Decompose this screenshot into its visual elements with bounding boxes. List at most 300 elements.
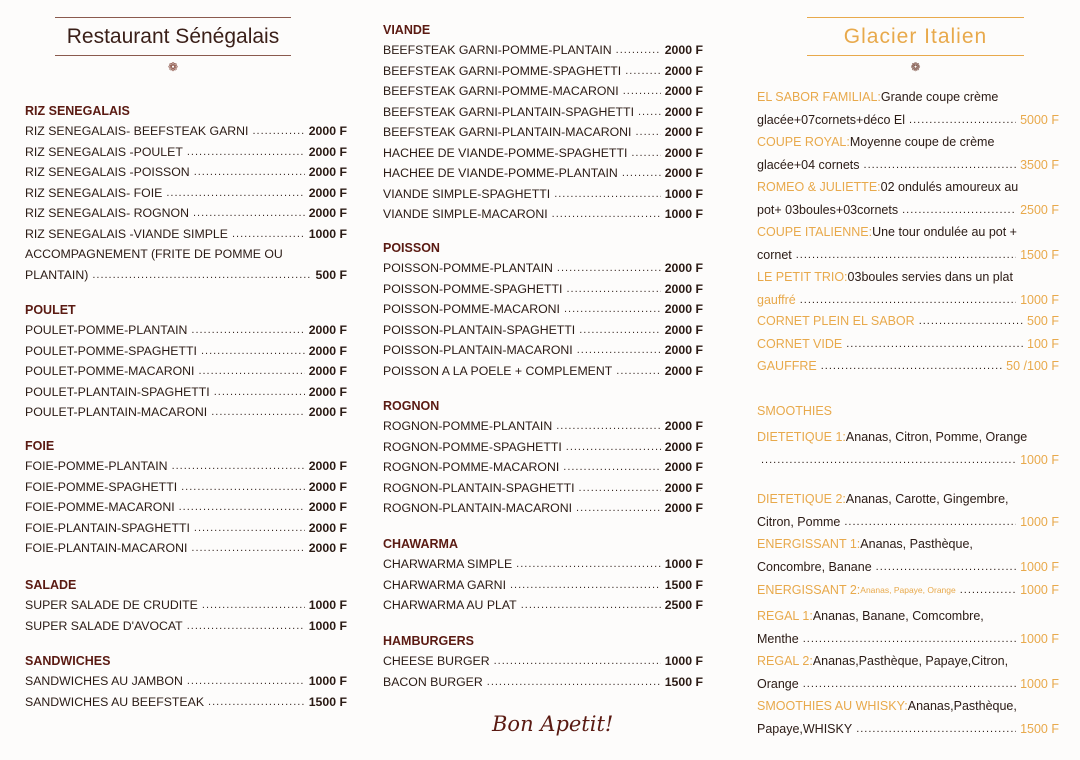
- leader-dots: [803, 673, 1016, 696]
- entry-line: [757, 333, 1059, 356]
- entry-price: 1000 F: [1020, 452, 1059, 467]
- entry-price: 100 F: [1027, 337, 1059, 351]
- glacier-entry: [757, 533, 1059, 578]
- item-name: RIZ SENEGALAIS- BEEFSTEAK GARNI: [25, 124, 249, 138]
- entry-text: Ananas,Pasthèque, Papaye,Citron,: [812, 654, 1009, 668]
- item-name: ROGNON-POMME-PLANTAIN: [383, 419, 553, 433]
- leader-dots: [577, 340, 661, 361]
- entry-line: [757, 449, 1059, 472]
- menu-item: [25, 402, 347, 423]
- glacier-entry: [757, 221, 1059, 266]
- entry-line: [757, 605, 1059, 628]
- menu-section: [25, 436, 347, 559]
- entry-line: [757, 221, 1059, 244]
- glacier-entry: [757, 355, 1059, 378]
- item-name: SUPER SALADE DE CRUDITE: [25, 598, 198, 612]
- section-title: RIZ SENEGALAIS: [25, 104, 130, 118]
- item-name: POISSON-PLANTAIN-SPAGHETTI: [383, 322, 576, 337]
- item-name: ROGNON-POMME-MACARONI: [383, 460, 560, 474]
- leader-dots: [554, 184, 661, 205]
- item-name: BEEFSTEAK GARNI-POMME-MACARONI: [383, 84, 619, 98]
- item-price: 2000 F: [664, 501, 703, 515]
- leader-dots: [803, 628, 1016, 651]
- header-rule: [807, 55, 1024, 56]
- item-price: 2000 F: [664, 261, 703, 275]
- item-price: 2000 F: [308, 144, 347, 159]
- leader-dots: [919, 310, 1023, 333]
- menu-item: [383, 340, 703, 361]
- leader-dots: [625, 61, 660, 82]
- item-name: BEEFSTEAK GARNI-POMME-SPAGHETTI: [383, 63, 622, 78]
- item-name: ROGNON-PLANTAIN-MACARONI: [383, 501, 573, 515]
- item-name: POULET-POMME-PLANTAIN: [25, 323, 188, 337]
- entry-line: [757, 718, 1059, 741]
- glacier-entry: [757, 266, 1059, 311]
- glacier-entry: [757, 86, 1059, 131]
- item-price: 2000 F: [308, 520, 347, 535]
- entry-line: [757, 289, 1059, 312]
- leader-dots: [566, 279, 660, 300]
- item-price: 1000 F: [664, 207, 703, 221]
- menu-item: [383, 143, 703, 164]
- item-name: SUPER SALADE D'AVOCAT: [25, 618, 183, 633]
- item-name: FOIE-PLANTAIN-SPAGHETTI: [25, 520, 190, 535]
- entry-line: [757, 426, 1059, 449]
- item-name: VIANDE SIMPLE-SPAGHETTI: [383, 186, 551, 201]
- item-price: 2000 F: [308, 343, 347, 358]
- leader-dots: [556, 416, 661, 437]
- menu-item: [25, 497, 347, 518]
- section-title: POULET: [25, 303, 76, 317]
- menu-item: [25, 121, 347, 142]
- glacier-title: Glacier Italien: [843, 25, 988, 48]
- entry-text: Grande coupe crème: [880, 90, 999, 104]
- entry-price: 1000 F: [1020, 514, 1059, 529]
- leader-dots: [566, 437, 661, 458]
- leader-dots: [194, 162, 305, 183]
- item-name: RIZ SENEGALAIS- FOIE: [25, 185, 163, 200]
- item-name: POULET-PLANTAIN-SPAGHETTI: [25, 384, 210, 399]
- leader-dots: [193, 203, 305, 224]
- menu-item: [383, 122, 703, 143]
- item-name: CHARWARMA SIMPLE: [383, 557, 513, 571]
- entry-key: COUPE ROYAL:: [757, 135, 850, 149]
- leader-dots: [252, 121, 304, 142]
- item-name: POULET-POMME-SPAGHETTI: [25, 343, 197, 358]
- entry-text: 03boules servies dans un plat: [847, 270, 1013, 284]
- item-name: PLANTAIN): [25, 267, 89, 282]
- item-name: BACON BURGER: [383, 674, 483, 689]
- entry-line: [757, 533, 1059, 556]
- leader-dots: [194, 518, 305, 539]
- item-price: 2000 F: [308, 384, 347, 399]
- item-price: 2000 F: [308, 165, 347, 179]
- menu-item: [25, 265, 347, 286]
- entry-line: [757, 579, 1059, 602]
- menu-item: [383, 416, 703, 437]
- menu-item: [383, 163, 703, 184]
- entry-key: ENERGISSANT 2:: [757, 583, 861, 597]
- menu-item: [383, 102, 703, 123]
- menu-section: [383, 396, 703, 519]
- leader-dots: [623, 81, 661, 102]
- leader-dots: [494, 651, 661, 672]
- entry-text: 02 ondulés amoureux au: [880, 180, 1019, 194]
- leader-dots: [635, 122, 660, 143]
- item-price: 2000 F: [308, 323, 347, 337]
- item-name: POISSON-POMME-PLANTAIN: [383, 261, 553, 275]
- menu-item: [25, 616, 347, 637]
- item-price: 2000 F: [308, 500, 347, 514]
- entry-key: ROMEO & JULIETTE:: [757, 180, 881, 194]
- item-price: 2000 F: [308, 459, 347, 473]
- smoothies-title: SMOOTHIES: [757, 404, 833, 418]
- glacier-entry: [757, 650, 1059, 695]
- menu-section: [25, 101, 347, 285]
- leader-dots: [638, 102, 661, 123]
- glacier-entry: [757, 333, 1059, 356]
- item-price: 2000 F: [664, 322, 703, 337]
- entry-key: EL SABOR FAMILIAL:: [757, 90, 881, 104]
- item-price: 2000 F: [308, 479, 347, 494]
- leader-dots: [864, 154, 1017, 177]
- entry-line: [757, 556, 1059, 579]
- leader-dots: [191, 538, 304, 559]
- item-price: 2000 F: [308, 364, 347, 378]
- leader-dots: [172, 456, 305, 477]
- leader-dots: [616, 40, 661, 61]
- item-name: ROGNON-PLANTAIN-SPAGHETTI: [383, 480, 575, 495]
- glacier-entry: [757, 488, 1059, 533]
- entry-text: Une tour ondulée au pot +: [872, 225, 1017, 239]
- leader-dots: [181, 477, 305, 498]
- leader-dots: [521, 595, 661, 616]
- leader-dots: [800, 289, 1016, 312]
- item-price: 2000 F: [664, 343, 703, 357]
- menu-item: [383, 204, 703, 225]
- item-name: FOIE-POMME-SPAGHETTI: [25, 479, 178, 494]
- item-price: 2000 F: [664, 302, 703, 316]
- entry-line: [757, 650, 1059, 673]
- entry-price: 50 /100 F: [1006, 359, 1059, 373]
- menu-item: [383, 554, 703, 575]
- entry-text: gauffré: [757, 292, 796, 307]
- item-name: BEEFSTEAK GARNI-PLANTAIN-MACARONI: [383, 125, 632, 139]
- accompagnement-line: ACCOMPAGNEMENT (FRITE DE POMME OU: [25, 247, 283, 261]
- item-name: SANDWICHES AU JAMBON: [25, 674, 183, 688]
- item-price: 2000 F: [308, 206, 347, 220]
- entry-price: 1000 F: [1020, 559, 1059, 574]
- entry-line: [757, 199, 1059, 222]
- header-rule: [55, 55, 291, 56]
- leader-dots: [179, 497, 305, 518]
- item-name: POISSON A LA POELE + COMPLEMENT: [383, 363, 613, 378]
- item-price: 1500 F: [308, 694, 347, 709]
- item-price: 2000 F: [664, 125, 703, 139]
- entry-text: Menthe: [757, 631, 799, 646]
- menu-section: [25, 300, 347, 423]
- entry-line: [757, 355, 1059, 378]
- entry-text: Ananas, Banane, Comcombre,: [812, 609, 984, 623]
- entry-price: 1000 F: [1020, 631, 1059, 646]
- section-title: VIANDE: [383, 23, 431, 37]
- bon-apetit-signature: Bon Apetit!: [492, 712, 614, 736]
- item-price: 2000 F: [664, 43, 703, 57]
- entry-key: COUPE ITALIENNE:: [757, 225, 873, 239]
- section-title: SANDWICHES: [25, 654, 111, 668]
- item-price: 2000 F: [664, 281, 703, 296]
- menu-item: [383, 320, 703, 341]
- menu-section: [25, 575, 347, 636]
- entry-text: Ananas, Papaye, Orange: [860, 585, 956, 595]
- entry-line: [757, 109, 1059, 132]
- menu-section: [383, 631, 703, 692]
- entry-line: [757, 154, 1059, 177]
- entry-price: 3500 F: [1020, 157, 1059, 172]
- entry-line: [757, 86, 1059, 109]
- leader-dots: [821, 355, 1002, 378]
- entry-text: Ananas, Pasthèque,: [860, 537, 973, 551]
- entry-text: cornet: [757, 247, 792, 262]
- glacier-entry: [757, 605, 1059, 650]
- menu-item: [383, 279, 703, 300]
- leader-dots: [616, 361, 660, 382]
- leader-dots: [960, 579, 1016, 602]
- entry-key: CORNET PLEIN EL SABOR: [757, 314, 915, 328]
- entry-price: 5000 F: [1020, 112, 1059, 127]
- item-name: HACHEE DE VIANDE-POMME-SPAGHETTI: [383, 145, 628, 160]
- restaurant-title: Restaurant Sénégalais: [66, 25, 280, 48]
- section-title: POISSON: [383, 241, 440, 255]
- leader-dots: [208, 692, 305, 713]
- item-price: 2000 F: [664, 63, 703, 78]
- item-name: POULET-POMME-MACARONI: [25, 364, 195, 378]
- menu-item: [383, 361, 703, 382]
- menu-item: [383, 498, 703, 519]
- leader-dots: [796, 244, 1016, 267]
- section-title: FOIE: [25, 439, 55, 453]
- glacier-entry: [757, 176, 1059, 221]
- restaurant-header: [55, 17, 291, 73]
- menu-item: [383, 437, 703, 458]
- entry-price: 1500 F: [1020, 247, 1059, 262]
- leader-dots: [761, 449, 1016, 472]
- menu-item: [383, 457, 703, 478]
- entry-text: Moyenne coupe de crème: [849, 135, 995, 149]
- leader-dots: [576, 498, 661, 519]
- item-name: CHEESE BURGER: [383, 654, 490, 668]
- leader-dots: [191, 320, 304, 341]
- item-name: BEEFSTEAK GARNI-POMME-PLANTAIN: [383, 43, 612, 57]
- leader-dots: [631, 143, 660, 164]
- leader-dots: [92, 265, 311, 286]
- item-price: 1500 F: [664, 577, 703, 592]
- leader-dots: [202, 595, 305, 616]
- entry-price: 1500 F: [1020, 721, 1059, 736]
- leader-dots: [856, 718, 1016, 741]
- ornament-icon: ❁: [910, 60, 921, 74]
- leader-dots: [552, 204, 661, 225]
- entry-price: 500 F: [1027, 314, 1059, 328]
- section-title: HAMBURGERS: [383, 634, 474, 648]
- entry-line: [757, 511, 1059, 534]
- entry-price: 2500 F: [1020, 202, 1059, 217]
- glacier-entry: [757, 695, 1059, 740]
- item-price: 2000 F: [664, 363, 703, 378]
- item-name: SANDWICHES AU BEEFSTEAK: [25, 694, 205, 709]
- menu-item: [25, 382, 347, 403]
- menu-item: [383, 299, 703, 320]
- glacier-entry: [757, 579, 1059, 602]
- section-title: CHAWARMA: [383, 537, 458, 551]
- leader-dots: [214, 382, 305, 403]
- item-price: 1000 F: [308, 674, 347, 688]
- item-price: 2000 F: [308, 185, 347, 200]
- entry-key: DIETETIQUE 1:: [757, 430, 846, 444]
- menu-item: [25, 456, 347, 477]
- item-price: 1000 F: [308, 598, 347, 612]
- item-name: CHARWARMA AU PLAT: [383, 598, 517, 612]
- menu-item: [383, 258, 703, 279]
- leader-dots: [557, 258, 661, 279]
- menu-item: [383, 575, 703, 596]
- entry-text: Orange: [757, 676, 799, 691]
- leader-dots: [187, 142, 305, 163]
- entry-line: [757, 695, 1059, 718]
- item-price: 2000 F: [308, 541, 347, 555]
- entry-text: glacée+04 cornets: [757, 157, 860, 172]
- entry-line: [757, 176, 1059, 199]
- entry-price: 1000 F: [1020, 676, 1059, 691]
- item-price: 2000 F: [308, 124, 347, 138]
- entry-line: [757, 488, 1059, 511]
- leader-dots: [846, 333, 1023, 356]
- section-title: ROGNON: [383, 399, 440, 413]
- item-price: 1000 F: [664, 654, 703, 668]
- item-price: 2000 F: [664, 84, 703, 98]
- entry-key: REGAL 1:: [757, 609, 813, 623]
- section-title: SALADE: [25, 578, 77, 592]
- menu-item: [25, 538, 347, 559]
- item-price: 1000 F: [308, 226, 347, 241]
- menu-item: [25, 320, 347, 341]
- leader-dots: [909, 109, 1016, 132]
- entry-key: SMOOTHIES AU WHISKY:: [757, 699, 908, 713]
- item-name: FOIE-POMME-PLANTAIN: [25, 459, 168, 473]
- entry-text: Ananas, Carotte, Gingembre,: [845, 492, 1009, 506]
- item-price: 2500 F: [664, 598, 703, 612]
- item-price: 500 F: [315, 267, 347, 282]
- leader-dots: [622, 163, 661, 184]
- menu-item: [25, 361, 347, 382]
- menu-section: [383, 534, 703, 616]
- item-name: POISSON-POMME-MACARONI: [383, 302, 560, 316]
- entry-line: [757, 244, 1059, 267]
- leader-dots: [201, 341, 305, 362]
- menu-section: [383, 20, 703, 225]
- item-name: FOIE-POMME-MACARONI: [25, 500, 175, 514]
- leader-dots: [232, 224, 305, 245]
- menu-item: [383, 40, 703, 61]
- item-name: HACHEE DE VIANDE-POMME-PLANTAIN: [383, 166, 618, 180]
- item-price: 2000 F: [664, 419, 703, 433]
- entry-line: [757, 310, 1059, 333]
- item-name: BEEFSTEAK GARNI-PLANTAIN-SPAGHETTI: [383, 104, 634, 119]
- menu-item: [25, 203, 347, 224]
- menu-item: [25, 224, 347, 245]
- entry-key: ENERGISSANT 1:: [757, 537, 861, 551]
- item-name: RIZ SENEGALAIS- ROGNON: [25, 206, 189, 220]
- glacier-entry: [757, 426, 1059, 471]
- item-name: RIZ SENEGALAIS -POISSON: [25, 165, 190, 179]
- item-name: POULET-PLANTAIN-MACARONI: [25, 405, 208, 419]
- leader-dots: [563, 457, 660, 478]
- entry-price: 1000 F: [1020, 292, 1059, 307]
- menu-item: [383, 595, 703, 616]
- entry-text: Papaye,WHISKY: [757, 721, 853, 736]
- menu-item: [383, 672, 703, 693]
- item-name: POISSON-PLANTAIN-MACARONI: [383, 343, 573, 357]
- leader-dots: [876, 556, 1016, 579]
- item-price: 1500 F: [664, 674, 703, 689]
- menu-item: [25, 142, 347, 163]
- item-price: 2000 F: [664, 166, 703, 180]
- entry-key: LE PETIT TRIO:: [757, 270, 848, 284]
- item-name: POISSON-POMME-SPAGHETTI: [383, 281, 563, 296]
- leader-dots: [579, 320, 660, 341]
- item-price: 2000 F: [664, 439, 703, 454]
- leader-dots: [844, 511, 1016, 534]
- entry-text: Citron, Pomme: [757, 514, 841, 529]
- item-price: 2000 F: [664, 145, 703, 160]
- menu-item: [25, 341, 347, 362]
- entry-key: REGAL 2:: [757, 654, 813, 668]
- entry-line: [757, 266, 1059, 289]
- entry-key: CORNET VIDE: [757, 337, 843, 351]
- leader-dots: [516, 554, 661, 575]
- menu-section: [25, 651, 347, 712]
- leader-dots: [579, 478, 661, 499]
- menu-item: [25, 477, 347, 498]
- entry-key: DIETETIQUE 2:: [757, 492, 846, 506]
- entry-text: Concombre, Banane: [757, 559, 872, 574]
- entry-line: [757, 628, 1059, 651]
- item-price: 1000 F: [664, 557, 703, 571]
- menu-item: [25, 162, 347, 183]
- entry-line: [757, 673, 1059, 696]
- menu-item: [383, 81, 703, 102]
- glacier-header: [807, 17, 1024, 73]
- item-name: RIZ SENEGALAIS -VIANDE SIMPLE: [25, 226, 228, 241]
- item-price: 2000 F: [664, 480, 703, 495]
- item-name: CHARWARMA GARNI: [383, 577, 506, 592]
- entry-text: glacée+07cornets+déco El: [757, 112, 906, 127]
- menu-section: [383, 238, 703, 381]
- leader-dots: [198, 361, 304, 382]
- glacier-entry: [757, 131, 1059, 176]
- menu-item: [25, 671, 347, 692]
- menu-item: [383, 478, 703, 499]
- leader-dots: [211, 402, 305, 423]
- leader-dots: [510, 575, 661, 596]
- entry-text: pot+ 03boules+03cornets: [757, 202, 899, 217]
- entry-text: Ananas,Pasthèque,: [907, 699, 1017, 713]
- leader-dots: [902, 199, 1016, 222]
- menu-item: [383, 184, 703, 205]
- item-price: 1000 F: [308, 618, 347, 633]
- item-name: VIANDE SIMPLE-MACARONI: [383, 207, 548, 221]
- entry-text: Ananas, Citron, Pomme, Orange: [845, 430, 1028, 444]
